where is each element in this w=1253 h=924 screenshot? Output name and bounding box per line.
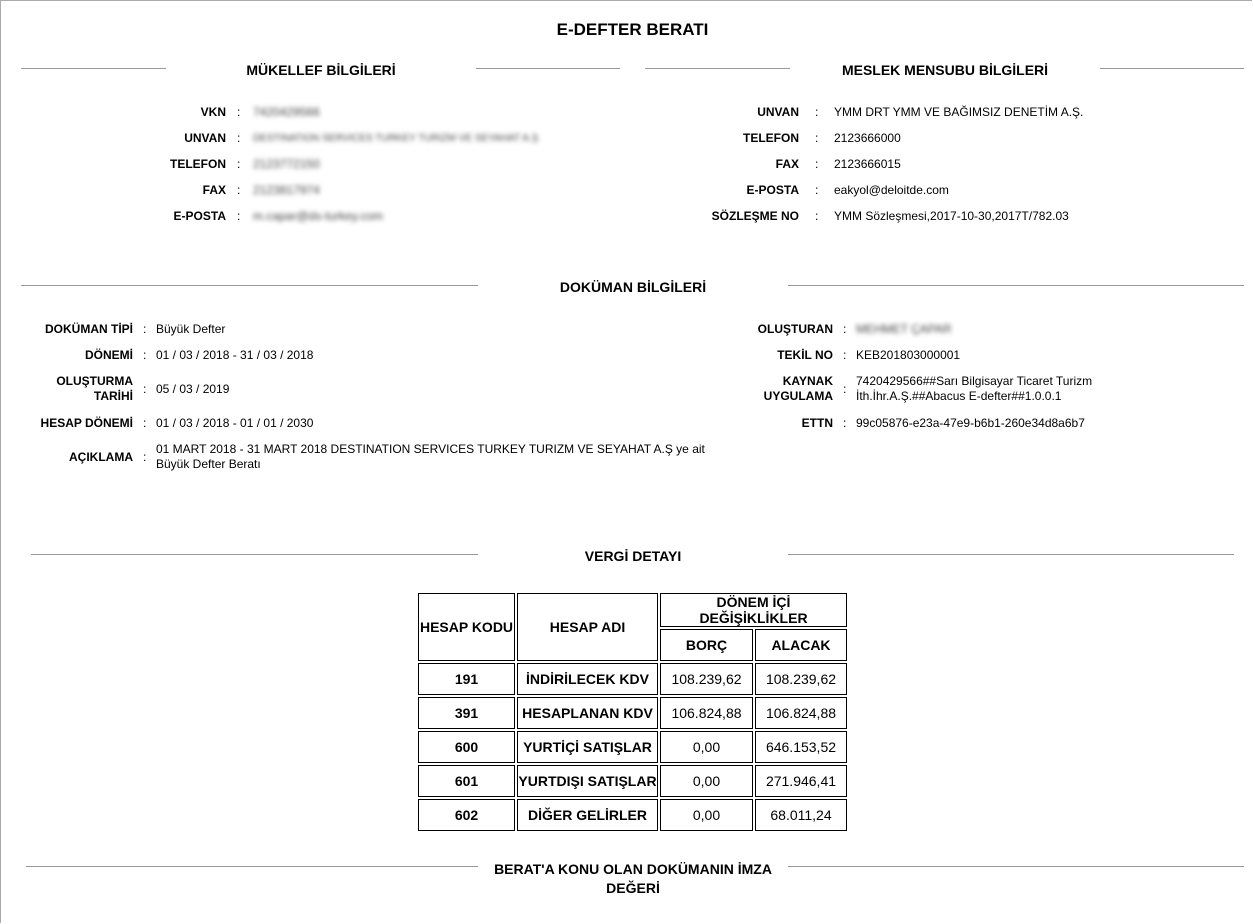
table-row: [418, 697, 847, 729]
row-kod: 602: [418, 799, 515, 831]
colon: :: [843, 416, 847, 430]
meslek-telefon-value: 2123666000: [834, 131, 901, 145]
colon: :: [815, 105, 819, 119]
vkn-label: VKN: [200, 105, 226, 119]
kaynak-uygulama-label: KAYNAK UYGULAMA: [763, 374, 833, 403]
row-borc: 0,00: [660, 799, 753, 831]
vkn-value: 7420429566: [253, 105, 320, 119]
meslek-unvan-value: YMM DRT YMM VE BAĞIMSIZ DENETİM A.Ş.: [834, 105, 1084, 119]
row-alacak: 108.239,62: [755, 663, 847, 695]
divider-line: [645, 68, 790, 69]
divider-line: [788, 554, 1234, 555]
row-adi: HESAPLANAN KDV: [517, 697, 658, 729]
vergi-table: [416, 591, 849, 833]
dokuman-heading: DOKÜMAN BİLGİLERİ: [559, 279, 707, 295]
tekil-no-value: KEB201803000001: [856, 348, 961, 362]
donemi-label: DÖNEMİ: [85, 348, 133, 362]
row-borc: 106.824,88: [660, 697, 753, 729]
divider-line: [31, 554, 478, 555]
colon: :: [843, 322, 847, 336]
colon: :: [237, 131, 241, 145]
row-kod: 391: [418, 697, 515, 729]
row-kod: 600: [418, 731, 515, 763]
dokuman-tipi-value: Büyük Defter: [156, 322, 226, 336]
tekil-no-label: TEKİL NO: [777, 348, 833, 362]
col-donem-ici: DÖNEM İÇİ DEĞİŞİKLİKLER: [660, 593, 847, 627]
divider-line: [21, 68, 166, 69]
meslek-fax-label: FAX: [775, 157, 799, 171]
row-alacak: 646.153,52: [755, 731, 847, 763]
colon: :: [143, 322, 147, 336]
colon: :: [843, 382, 847, 396]
hesap-donemi-label: HESAP DÖNEMİ: [40, 416, 133, 430]
col-hesap-kodu: HESAP KODU: [418, 593, 515, 661]
colon: :: [237, 209, 241, 223]
col-borc: BORÇ: [660, 629, 753, 661]
meslek-unvan-label: UNVAN: [757, 105, 799, 119]
colon: :: [237, 183, 241, 197]
sozlesme-no-value: YMM Sözleşmesi,2017-10-30,2017T/782.03: [834, 209, 1069, 223]
aciklama-label: AÇIKLAMA: [69, 450, 133, 464]
row-adi: DİĞER GELİRLER: [517, 799, 658, 831]
meslek-eposta-label: E-POSTA: [746, 183, 799, 197]
kaynak-uygulama-value: 7420429566##Sarı Bilgisayar Ticaret Turizm İth.İhr.A.Ş.##Abacus E-defter##1.0.0.1: [856, 374, 1093, 403]
row-kod: 601: [418, 765, 515, 797]
telefon-label: TELEFON: [170, 157, 226, 171]
table-row: [418, 765, 847, 797]
colon: :: [815, 209, 819, 223]
olusturma-tarihi-value: 05 / 03 / 2019: [156, 382, 230, 396]
divider-line: [476, 68, 620, 69]
row-adi: YURTİÇİ SATIŞLAR: [517, 731, 658, 763]
colon: :: [143, 450, 147, 464]
divider-line: [26, 866, 478, 867]
row-adi: YURTDIŞI SATIŞLAR: [517, 765, 658, 797]
colon: :: [815, 157, 819, 171]
row-alacak: 68.011,24: [755, 799, 847, 831]
meslek-fax-value: 2123666015: [834, 157, 901, 171]
col-hesap-adi: HESAP ADI: [517, 593, 658, 661]
imza-heading-line2: DEĞERİ: [606, 880, 660, 896]
telefon-value: 2123772150: [253, 157, 320, 171]
row-adi: İNDİRİLECEK KDV: [517, 663, 658, 695]
table-row: [418, 799, 847, 831]
imza-heading-line1: BERAT'A KONU OLAN DOKÜMANIN İMZA: [494, 861, 772, 877]
row-alacak: 271.946,41: [755, 765, 847, 797]
aciklama-value: 01 MART 2018 - 31 MART 2018 DESTINATION SERVICES TURKEY TURIZM VE SEYAHAT A.Ş ye ait Büyük Defter Beratı: [156, 442, 705, 471]
table-row: [418, 731, 847, 763]
fax-value: 2123817974: [253, 183, 320, 197]
unvan-label: UNVAN: [184, 131, 226, 145]
meslek-heading: MESLEK MENSUBU BİLGİLERİ: [841, 62, 1049, 78]
vergi-heading: VERGİ DETAYI: [584, 548, 682, 564]
col-alacak: ALACAK: [755, 629, 847, 661]
table-row: [418, 663, 847, 695]
eposta-value: m.capar@ds-turkey.com: [253, 209, 383, 223]
row-borc: 0,00: [660, 731, 753, 763]
row-borc: 0,00: [660, 765, 753, 797]
colon: :: [237, 105, 241, 119]
colon: :: [237, 157, 241, 171]
sozlesme-no-label: SÖZLEŞME NO: [711, 209, 799, 223]
eposta-label: E-POSTA: [173, 209, 226, 223]
olusturan-label: OLUŞTURAN: [757, 322, 833, 336]
colon: :: [843, 348, 847, 362]
imza-heading: [478, 860, 788, 898]
unvan-value: DESTINATION SERVICES TURKEY TURIZM VE SEYAHAT A.Ş: [253, 133, 539, 144]
donemi-value: 01 / 03 / 2018 - 31 / 03 / 2018: [156, 348, 314, 362]
colon: :: [143, 348, 147, 362]
ettn-label: ETTN: [801, 416, 833, 430]
page-title: E-DEFTER BERATI: [556, 20, 709, 39]
meslek-eposta-value: eakyol@deloitde.com: [834, 183, 949, 197]
meslek-telefon-label: TELEFON: [743, 131, 799, 145]
colon: :: [143, 382, 147, 396]
divider-line: [1100, 68, 1244, 69]
mukellef-heading: MÜKELLEF BİLGİLERİ: [246, 62, 396, 78]
colon: :: [815, 131, 819, 145]
fax-label: FAX: [202, 183, 226, 197]
colon: :: [143, 416, 147, 430]
olusturan-value: MEHMET ÇAPAR: [856, 322, 952, 336]
olusturma-tarihi-label: OLUŞTURMA TARİHİ: [56, 374, 133, 403]
row-borc: 108.239,62: [660, 663, 753, 695]
dokuman-tipi-label: DOKÜMAN TİPİ: [45, 322, 133, 336]
row-alacak: 106.824,88: [755, 697, 847, 729]
colon: :: [815, 183, 819, 197]
divider-line: [21, 285, 478, 286]
row-kod: 191: [418, 663, 515, 695]
divider-line: [788, 866, 1244, 867]
ettn-value: 99c05876-e23a-47e9-b6b1-260e34d8a6b7: [856, 416, 1085, 430]
hesap-donemi-value: 01 / 03 / 2018 - 01 / 01 / 2030: [156, 416, 314, 430]
divider-line: [788, 285, 1244, 286]
